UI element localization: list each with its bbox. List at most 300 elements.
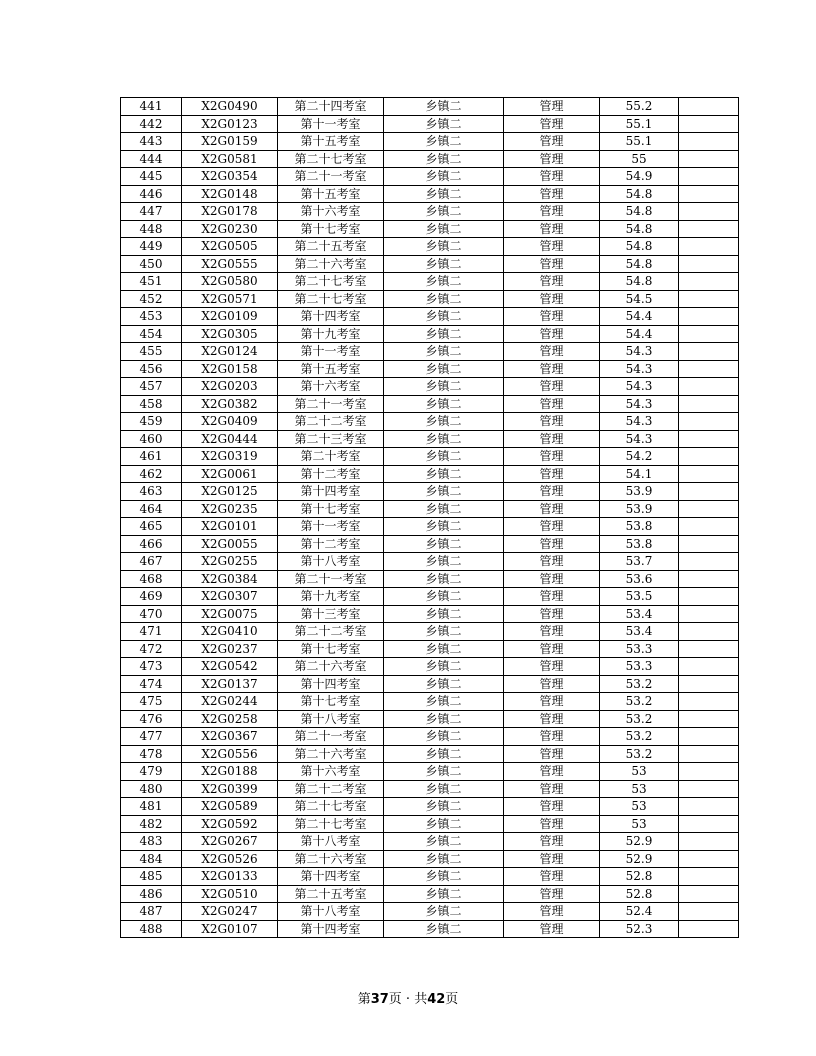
table-row [121,885,739,903]
rank-cell: 445 [121,168,182,186]
position-cell: 乡镇二 [384,535,504,553]
rank-cell: 450 [121,255,182,273]
table-row [121,185,739,203]
table-row [121,150,739,168]
candidate-id-cell: X2G0410 [182,623,278,641]
exam-room-cell: 第二十二考室 [278,780,384,798]
subject-cell: 管理 [504,623,600,641]
position-cell: 乡镇二 [384,553,504,571]
exam-room-cell: 第十四考室 [278,920,384,938]
subject-cell: 管理 [504,185,600,203]
exam-room-cell: 第二十一考室 [278,395,384,413]
score-cell: 54.9 [600,168,679,186]
table-row [121,658,739,676]
exam-room-cell: 第十七考室 [278,693,384,711]
rank-cell: 461 [121,448,182,466]
exam-room-cell: 第十八考室 [278,553,384,571]
subject-cell: 管理 [504,763,600,781]
table-row [121,798,739,816]
rank-cell: 479 [121,763,182,781]
score-cell: 53.2 [600,710,679,728]
candidate-id-cell: X2G0125 [182,483,278,501]
candidate-id-cell: X2G0555 [182,255,278,273]
exam-room-cell: 第十一考室 [278,115,384,133]
note-cell [679,413,739,431]
rank-cell: 475 [121,693,182,711]
exam-room-cell: 第二十六考室 [278,850,384,868]
note-cell [679,378,739,396]
position-cell: 乡镇二 [384,465,504,483]
candidate-id-cell: X2G0075 [182,605,278,623]
table-row [121,483,739,501]
exam-room-cell: 第二十五考室 [278,885,384,903]
exam-room-cell: 第二十一考室 [278,570,384,588]
subject-cell: 管理 [504,675,600,693]
rank-cell: 481 [121,798,182,816]
position-cell: 乡镇二 [384,255,504,273]
note-cell [679,360,739,378]
candidate-id-cell: X2G0178 [182,203,278,221]
note-cell [679,98,739,116]
note-cell [679,588,739,606]
position-cell: 乡镇二 [384,150,504,168]
subject-cell: 管理 [504,273,600,291]
note-cell [679,168,739,186]
exam-room-cell: 第二十六考室 [278,255,384,273]
rank-cell: 460 [121,430,182,448]
subject-cell: 管理 [504,133,600,151]
position-cell: 乡镇二 [384,220,504,238]
exam-room-cell: 第二十三考室 [278,430,384,448]
candidate-id-cell: X2G0237 [182,640,278,658]
position-cell: 乡镇二 [384,273,504,291]
position-cell: 乡镇二 [384,325,504,343]
table-row [121,98,739,116]
subject-cell: 管理 [504,815,600,833]
subject-cell: 管理 [504,728,600,746]
score-cell: 52.8 [600,885,679,903]
position-cell: 乡镇二 [384,168,504,186]
exam-room-cell: 第二十二考室 [278,623,384,641]
candidate-id-cell: X2G0255 [182,553,278,571]
score-cell: 53.4 [600,623,679,641]
candidate-id-cell: X2G0124 [182,343,278,361]
exam-room-cell: 第二十七考室 [278,150,384,168]
rank-cell: 442 [121,115,182,133]
rank-cell: 473 [121,658,182,676]
score-cell: 54.3 [600,360,679,378]
rank-cell: 454 [121,325,182,343]
position-cell: 乡镇二 [384,133,504,151]
table-row [121,413,739,431]
exam-room-cell: 第二十五考室 [278,238,384,256]
note-cell [679,745,739,763]
position-cell: 乡镇二 [384,780,504,798]
score-cell: 53 [600,798,679,816]
rank-cell: 449 [121,238,182,256]
note-cell [679,500,739,518]
candidate-id-cell: X2G0247 [182,903,278,921]
rank-cell: 487 [121,903,182,921]
note-cell [679,833,739,851]
table-row [121,360,739,378]
exam-room-cell: 第十九考室 [278,325,384,343]
position-cell: 乡镇二 [384,98,504,116]
exam-room-cell: 第十八考室 [278,833,384,851]
position-cell: 乡镇二 [384,763,504,781]
score-cell: 54.8 [600,273,679,291]
rank-cell: 443 [121,133,182,151]
table-row [121,815,739,833]
exam-room-cell: 第二十七考室 [278,273,384,291]
note-cell [679,150,739,168]
note-cell [679,535,739,553]
subject-cell: 管理 [504,465,600,483]
table-row [121,168,739,186]
footer-middle: 页 · 共 [388,992,428,1007]
subject-cell: 管理 [504,693,600,711]
score-cell: 53 [600,815,679,833]
note-cell [679,570,739,588]
note-cell [679,815,739,833]
candidate-id-cell: X2G0258 [182,710,278,728]
exam-room-cell: 第十七考室 [278,640,384,658]
table-row [121,395,739,413]
candidate-id-cell: X2G0133 [182,868,278,886]
position-cell: 乡镇二 [384,185,504,203]
candidate-id-cell: X2G0307 [182,588,278,606]
note-cell [679,238,739,256]
score-cell: 54.3 [600,430,679,448]
note-cell [679,623,739,641]
position-cell: 乡镇二 [384,920,504,938]
table-row [121,588,739,606]
rank-cell: 478 [121,745,182,763]
table-row [121,623,739,641]
candidate-id-cell: X2G0188 [182,763,278,781]
note-cell [679,763,739,781]
note-cell [679,850,739,868]
note-cell [679,273,739,291]
exam-room-cell: 第十五考室 [278,133,384,151]
rank-cell: 472 [121,640,182,658]
position-cell: 乡镇二 [384,798,504,816]
note-cell [679,605,739,623]
rank-cell: 452 [121,290,182,308]
rank-cell: 468 [121,570,182,588]
rank-cell: 446 [121,185,182,203]
candidate-id-cell: X2G0123 [182,115,278,133]
subject-cell: 管理 [504,413,600,431]
subject-cell: 管理 [504,308,600,326]
position-cell: 乡镇二 [384,500,504,518]
note-cell [679,115,739,133]
table-row [121,325,739,343]
exam-room-cell: 第二十七考室 [278,798,384,816]
subject-cell: 管理 [504,238,600,256]
score-cell: 53.7 [600,553,679,571]
total-page-number: 42 [427,992,446,1007]
position-cell: 乡镇二 [384,833,504,851]
candidate-id-cell: X2G0101 [182,518,278,536]
note-cell [679,430,739,448]
candidate-id-cell: X2G0542 [182,658,278,676]
subject-cell: 管理 [504,378,600,396]
score-cell: 53.9 [600,483,679,501]
subject-cell: 管理 [504,535,600,553]
subject-cell: 管理 [504,605,600,623]
rank-cell: 465 [121,518,182,536]
table-row [121,133,739,151]
rank-cell: 457 [121,378,182,396]
table-row [121,115,739,133]
exam-room-cell: 第十五考室 [278,185,384,203]
table-row [121,500,739,518]
candidate-id-cell: X2G0055 [182,535,278,553]
score-cell: 54.3 [600,395,679,413]
score-cell: 55.1 [600,115,679,133]
position-cell: 乡镇二 [384,448,504,466]
table-row [121,238,739,256]
subject-cell: 管理 [504,553,600,571]
rank-cell: 486 [121,885,182,903]
score-cell: 53.8 [600,535,679,553]
table-row [121,675,739,693]
position-cell: 乡镇二 [384,360,504,378]
note-cell [679,255,739,273]
subject-cell: 管理 [504,903,600,921]
position-cell: 乡镇二 [384,413,504,431]
score-cell: 53.4 [600,605,679,623]
table-row [121,273,739,291]
table-row [121,868,739,886]
note-cell [679,448,739,466]
table-row [121,343,739,361]
candidate-id-cell: X2G0203 [182,378,278,396]
subject-cell: 管理 [504,255,600,273]
rank-cell: 485 [121,868,182,886]
exam-room-cell: 第十一考室 [278,518,384,536]
candidate-id-cell: X2G0382 [182,395,278,413]
candidate-id-cell: X2G0571 [182,290,278,308]
candidate-id-cell: X2G0148 [182,185,278,203]
position-cell: 乡镇二 [384,203,504,221]
subject-cell: 管理 [504,290,600,308]
current-page-number: 37 [370,992,389,1007]
score-cell: 55 [600,150,679,168]
exam-room-cell: 第十八考室 [278,710,384,728]
exam-room-cell: 第十九考室 [278,588,384,606]
score-cell: 54.4 [600,308,679,326]
position-cell: 乡镇二 [384,395,504,413]
subject-cell: 管理 [504,343,600,361]
table-row [121,535,739,553]
rank-cell: 467 [121,553,182,571]
rank-cell: 453 [121,308,182,326]
exam-room-cell: 第十六考室 [278,378,384,396]
position-cell: 乡镇二 [384,483,504,501]
subject-cell: 管理 [504,745,600,763]
position-cell: 乡镇二 [384,605,504,623]
subject-cell: 管理 [504,850,600,868]
candidate-id-cell: X2G0061 [182,465,278,483]
position-cell: 乡镇二 [384,570,504,588]
score-cell: 55.2 [600,98,679,116]
position-cell: 乡镇二 [384,290,504,308]
rank-cell: 484 [121,850,182,868]
note-cell [679,343,739,361]
exam-room-cell: 第十四考室 [278,308,384,326]
subject-cell: 管理 [504,920,600,938]
rank-cell: 462 [121,465,182,483]
score-cell: 54.8 [600,203,679,221]
rank-cell: 463 [121,483,182,501]
subject-cell: 管理 [504,168,600,186]
subject-cell: 管理 [504,115,600,133]
table-row [121,920,739,938]
candidate-id-cell: X2G0107 [182,920,278,938]
candidate-id-cell: X2G0409 [182,413,278,431]
score-cell: 54.2 [600,448,679,466]
rank-cell: 488 [121,920,182,938]
table-row [121,833,739,851]
rank-cell: 470 [121,605,182,623]
position-cell: 乡镇二 [384,710,504,728]
note-cell [679,798,739,816]
note-cell [679,325,739,343]
position-cell: 乡镇二 [384,518,504,536]
table-row [121,290,739,308]
subject-cell: 管理 [504,325,600,343]
subject-cell: 管理 [504,395,600,413]
position-cell: 乡镇二 [384,815,504,833]
table-row [121,640,739,658]
note-cell [679,133,739,151]
candidate-id-cell: X2G0526 [182,850,278,868]
note-cell [679,395,739,413]
note-cell [679,693,739,711]
rank-cell: 444 [121,150,182,168]
table-row [121,378,739,396]
note-cell [679,220,739,238]
table-row [121,850,739,868]
candidate-id-cell: X2G0305 [182,325,278,343]
position-cell: 乡镇二 [384,850,504,868]
score-cell: 54.3 [600,413,679,431]
rank-cell: 451 [121,273,182,291]
table-row [121,518,739,536]
candidate-id-cell: X2G0244 [182,693,278,711]
footer-suffix: 页 [445,992,459,1007]
subject-cell: 管理 [504,203,600,221]
exam-room-cell: 第十八考室 [278,903,384,921]
note-cell [679,868,739,886]
position-cell: 乡镇二 [384,885,504,903]
exam-room-cell: 第二十四考室 [278,98,384,116]
rank-cell: 448 [121,220,182,238]
candidate-id-cell: X2G0581 [182,150,278,168]
position-cell: 乡镇二 [384,903,504,921]
note-cell [679,483,739,501]
position-cell: 乡镇二 [384,378,504,396]
position-cell: 乡镇二 [384,728,504,746]
position-cell: 乡镇二 [384,308,504,326]
subject-cell: 管理 [504,430,600,448]
candidate-id-cell: X2G0589 [182,798,278,816]
table-row [121,728,739,746]
footer-prefix: 第 [357,992,371,1007]
position-cell: 乡镇二 [384,430,504,448]
note-cell [679,780,739,798]
subject-cell: 管理 [504,798,600,816]
candidate-id-cell: X2G0137 [182,675,278,693]
table-row [121,570,739,588]
table-row [121,763,739,781]
subject-cell: 管理 [504,98,600,116]
table-row [121,605,739,623]
position-cell: 乡镇二 [384,623,504,641]
subject-cell: 管理 [504,640,600,658]
rank-cell: 455 [121,343,182,361]
score-cell: 52.9 [600,833,679,851]
subject-cell: 管理 [504,150,600,168]
exam-room-cell: 第十四考室 [278,483,384,501]
position-cell: 乡镇二 [384,588,504,606]
position-cell: 乡镇二 [384,658,504,676]
exam-room-cell: 第二十六考室 [278,658,384,676]
candidate-id-cell: X2G0384 [182,570,278,588]
position-cell: 乡镇二 [384,115,504,133]
score-cell: 54.8 [600,220,679,238]
rank-cell: 464 [121,500,182,518]
note-cell [679,290,739,308]
exam-room-cell: 第十五考室 [278,360,384,378]
note-cell [679,308,739,326]
table-row [121,430,739,448]
candidate-id-cell: X2G0354 [182,168,278,186]
exam-room-cell: 第二十七考室 [278,290,384,308]
position-cell: 乡镇二 [384,745,504,763]
exam-room-cell: 第二十七考室 [278,815,384,833]
subject-cell: 管理 [504,833,600,851]
score-cell: 52.4 [600,903,679,921]
score-cell: 54.3 [600,343,679,361]
table-row [121,693,739,711]
subject-cell: 管理 [504,500,600,518]
candidate-id-cell: X2G0444 [182,430,278,448]
exam-room-cell: 第十六考室 [278,763,384,781]
score-cell: 53 [600,763,679,781]
exam-room-cell: 第十二考室 [278,535,384,553]
score-cell: 54.3 [600,378,679,396]
score-cell: 54.4 [600,325,679,343]
score-cell: 54.8 [600,255,679,273]
score-cell: 53.2 [600,728,679,746]
score-cell: 53.8 [600,518,679,536]
table-row [121,745,739,763]
note-cell [679,675,739,693]
rank-cell: 458 [121,395,182,413]
exam-room-cell: 第十三考室 [278,605,384,623]
candidate-id-cell: X2G0109 [182,308,278,326]
subject-cell: 管理 [504,588,600,606]
rank-cell: 469 [121,588,182,606]
exam-room-cell: 第十二考室 [278,465,384,483]
table-row [121,903,739,921]
subject-cell: 管理 [504,780,600,798]
note-cell [679,518,739,536]
position-cell: 乡镇二 [384,640,504,658]
